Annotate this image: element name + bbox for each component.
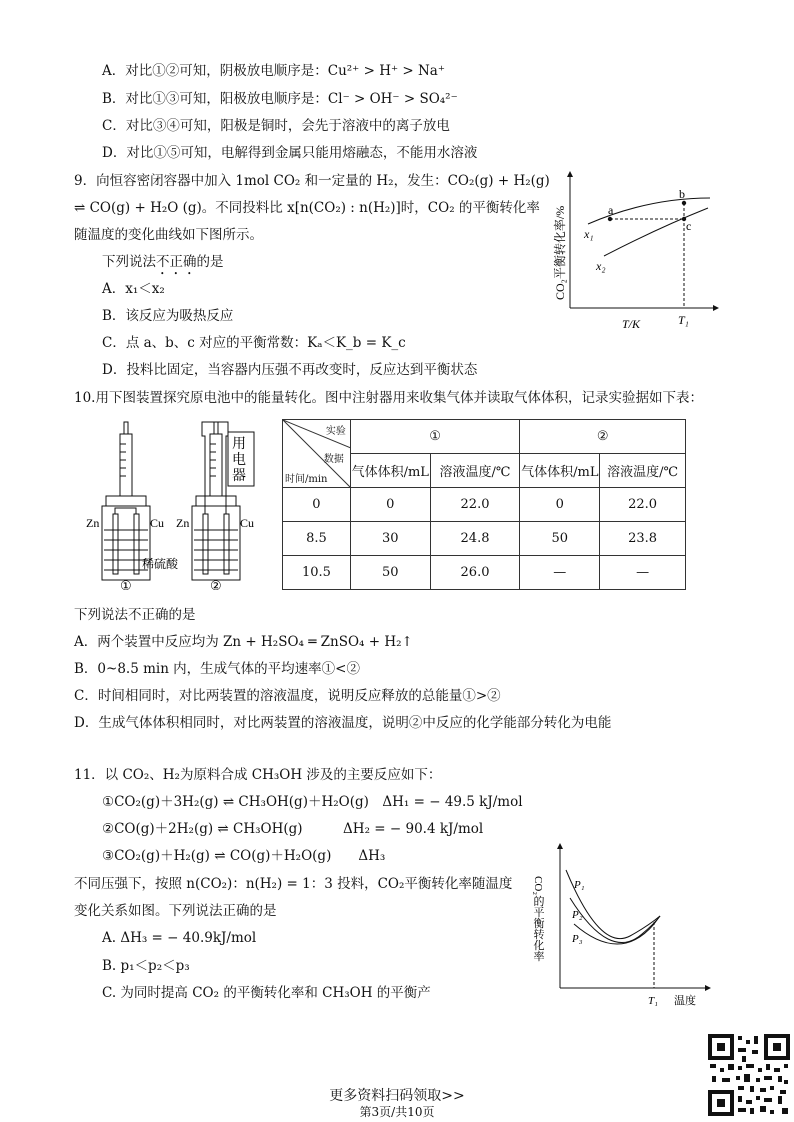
footer-more-link[interactable]: 更多资料扫码领取>> bbox=[329, 1088, 465, 1104]
q11-ylabel: CO₂的平衡转化率 bbox=[532, 876, 544, 962]
q11-reaction-3: ③CO₂(g)＋H₂(g) ⇌ CO(g)＋H₂O(g) ΔH₃ bbox=[102, 848, 386, 864]
cell-volume-2: — bbox=[520, 556, 600, 590]
q9-prompt-post: 的是 bbox=[196, 254, 224, 270]
q10-data-table bbox=[282, 419, 686, 590]
q9-label-a: a bbox=[608, 203, 614, 217]
q10-option-d: D．生成气体体积相同时，对比两装置的溶液温度，说明②中反应的化学能部分转化为电能 bbox=[74, 715, 612, 731]
q9-xlabel: T/K bbox=[622, 317, 641, 331]
q9-curve-x2 bbox=[604, 208, 708, 256]
device-2-label: ② bbox=[210, 578, 222, 590]
q9-stem-line1: 9．向恒容密闭容器中加入 1mol CO₂ 和一定量的 H₂，发生：CO₂(g) + H₂(g) bbox=[74, 173, 550, 189]
zn-label-2: Zn bbox=[176, 516, 190, 530]
table-row bbox=[283, 488, 686, 522]
appliance-char-2: 电 bbox=[232, 453, 246, 468]
q9-conversion-graph bbox=[548, 168, 722, 340]
header-temp-2: 溶液温度/℃ bbox=[600, 454, 686, 488]
q10-option-c: C．时间相同时，对比两装置的溶液温度，说明反应释放的总能量①>② bbox=[74, 688, 501, 704]
cell-volume-1: 0 bbox=[350, 488, 430, 522]
q11-xlabel: 温度 bbox=[674, 995, 696, 1007]
q10-apparatus bbox=[82, 418, 278, 590]
q8-option-d: D．对比①⑤可知，电解得到金属只能用熔融态，不能用水溶液 bbox=[102, 145, 478, 161]
cell-temp-1: 26.0 bbox=[430, 556, 520, 590]
header-volume-2: 气体体积/mL bbox=[520, 454, 600, 488]
q9-option-a: A．x₁＜x₂ bbox=[102, 281, 165, 297]
cu-label-1: Cu bbox=[150, 516, 165, 530]
header-volume-1: 气体体积/mL bbox=[350, 454, 430, 488]
q11-condition-2: 变化关系如图。下列说法正确的是 bbox=[74, 903, 277, 919]
cell-volume-2: 50 bbox=[520, 522, 600, 556]
q9-point-b bbox=[682, 201, 686, 205]
q11-conversion-graph bbox=[530, 842, 714, 1010]
q11-option-b: B. p₁＜p₂＜p₃ bbox=[102, 958, 190, 974]
cu-label-2: Cu bbox=[240, 516, 255, 530]
q11-condition-1: 不同压强下，按照 n(CO₂)：n(H₂) = 1：3 投料，CO₂平衡转化率随温度 bbox=[74, 876, 513, 892]
cell-volume-2: 0 bbox=[520, 488, 600, 522]
q9-prompt-emphasis: 不正确 bbox=[156, 254, 197, 270]
q9-option-c: C．点 a、b、c 对应的平衡常数：Kₐ＜K_b = K_c bbox=[102, 335, 406, 351]
q9-option-d: D．投料比固定，当容器内压强不再改变时，反应达到平衡状态 bbox=[102, 362, 478, 378]
q9-label-x1: x₁ bbox=[584, 227, 594, 241]
corner-time: 时间/min bbox=[285, 474, 328, 485]
q9-option-b: B．该反应为吸热反应 bbox=[102, 308, 234, 324]
table-corner-cell bbox=[283, 420, 351, 488]
page-number: 第3页/共10页 bbox=[359, 1105, 435, 1119]
q10-prompt: 下列说法不正确的是 bbox=[74, 607, 196, 623]
header-temp-1: 溶液温度/℃ bbox=[430, 454, 520, 488]
q11-option-a: A. ΔH₃ = − 40.9kJ/mol bbox=[102, 930, 257, 946]
q9-label-c: c bbox=[686, 219, 692, 233]
q11-label-p1: P₁ bbox=[574, 879, 585, 891]
exp-2-header: ② bbox=[520, 420, 686, 454]
corner-data: 数据 bbox=[323, 454, 344, 465]
q11-t1-label: T₁ bbox=[648, 995, 658, 1007]
appliance-char-3: 器 bbox=[232, 469, 246, 484]
q11-reaction-1: ①CO₂(g)＋3H₂(g) ⇌ CH₃OH(g)＋H₂O(g) ΔH₁ = − 49.5 kJ/mol bbox=[102, 794, 523, 810]
q9-stem-line2: ⇌ CO(g) + H₂O (g)。不同投料比 x[n(CO₂) : n(H₂)]时，CO₂ 的平衡转化率 bbox=[74, 200, 540, 216]
acid-label: 稀硫酸 bbox=[142, 557, 179, 571]
cell-volume-1: 30 bbox=[350, 522, 430, 556]
exp-1-header: ① bbox=[350, 420, 520, 454]
q9-t1-label: T₁ bbox=[678, 313, 689, 327]
q9-point-a bbox=[608, 217, 612, 221]
q9-curve-x1 bbox=[588, 198, 710, 224]
q11-label-p2: P₂ bbox=[572, 909, 583, 921]
q11-label-p3: P₃ bbox=[572, 933, 583, 945]
cell-volume-1: 50 bbox=[350, 556, 430, 590]
cell-time: 0 bbox=[283, 488, 351, 522]
q11-option-c: C. 为同时提高 CO₂ 的平衡转化率和 CH₃OH 的平衡产 bbox=[102, 985, 431, 1001]
q8-option-a: A．对比①②可知，阴极放电顺序是：Cu²⁺ > H⁺ > Na⁺ bbox=[102, 63, 445, 79]
corner-experiment: 实验 bbox=[325, 426, 346, 437]
cell-temp-1: 22.0 bbox=[430, 488, 520, 522]
device-1-label: ① bbox=[120, 578, 132, 590]
zn-label-1: Zn bbox=[86, 516, 100, 530]
cell-temp-2: 22.0 bbox=[600, 488, 686, 522]
q8-option-b: B．对比①③可知，阳极放电顺序是：Cl⁻ > OH⁻ > SO₄²⁻ bbox=[102, 91, 458, 107]
q10-option-a: A．两个装置中反应均为 Zn + H₂SO₄ ═ ZnSO₄ + H₂↑ bbox=[74, 634, 413, 650]
q10-option-b: B．0~8.5 min 内，生成气体的平均速率①<② bbox=[74, 661, 360, 677]
q9-label-x2: x₂ bbox=[596, 259, 606, 273]
table-row bbox=[283, 556, 686, 590]
q9-ylabel: CO₂平衡转化率/% bbox=[553, 205, 567, 300]
q9-stem-line3: 随温度的变化曲线如下图所示。 bbox=[74, 227, 263, 243]
q9-label-b: b bbox=[679, 187, 685, 201]
cell-temp-2: — bbox=[600, 556, 686, 590]
q10-stem: 10.用下图装置探究原电池中的能量转化。图中注射器用来收集气体并读取气体体积，记录实验据如下表： bbox=[74, 390, 703, 406]
q9-prompt-pre: 下列说法 bbox=[102, 254, 156, 270]
cell-time: 8.5 bbox=[283, 522, 351, 556]
q8-option-c: C．对比③④可知，阳极是铜时，会先于溶液中的离子放电 bbox=[102, 118, 450, 134]
cell-temp-1: 24.8 bbox=[430, 522, 520, 556]
q11-reaction-2: ②CO(g)＋2H₂(g) ⇌ CH₃OH(g) ΔH₂ = − 90.4 kJ/mol bbox=[102, 821, 484, 837]
q9-prompt bbox=[102, 253, 224, 278]
cell-time: 10.5 bbox=[283, 556, 351, 590]
table-row bbox=[283, 522, 686, 556]
q11-curve-p2 bbox=[570, 898, 660, 943]
q11-stem: 11．以 CO₂、H₂为原料合成 CH₃OH 涉及的主要反应如下： bbox=[74, 767, 442, 783]
appliance-char-1: 用 bbox=[232, 437, 246, 452]
cell-temp-2: 23.8 bbox=[600, 522, 686, 556]
